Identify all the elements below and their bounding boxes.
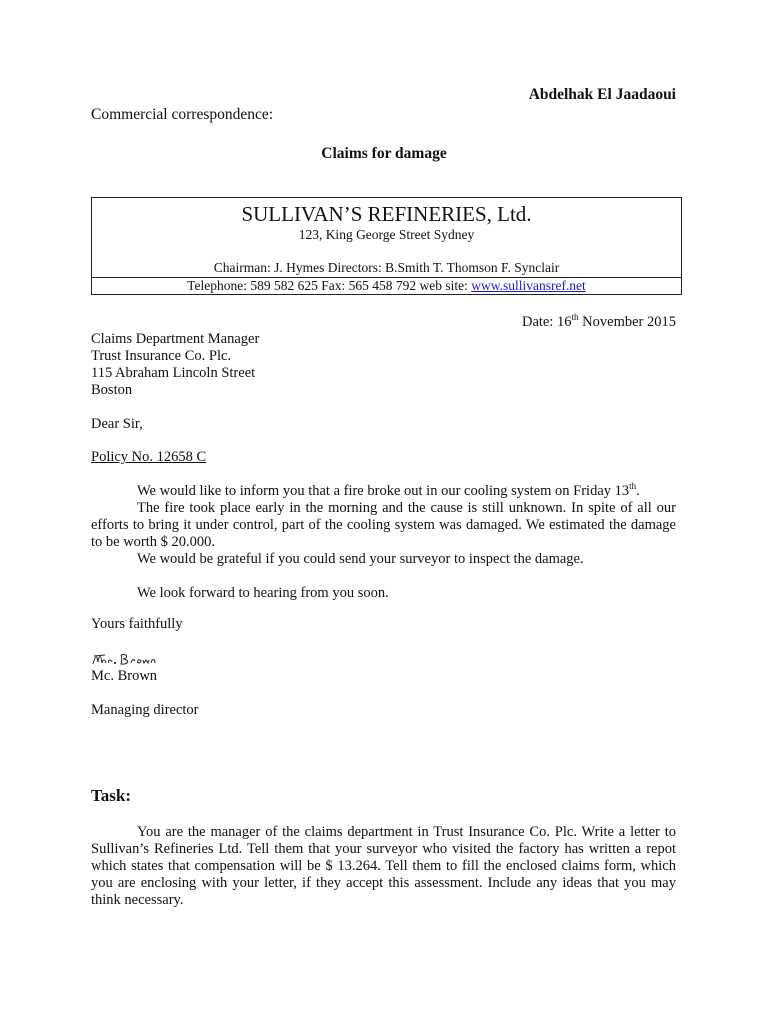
paragraph: We look forward to hearing from you soon.: [137, 585, 389, 601]
paragraph-end: .: [636, 483, 640, 499]
date-text: Date: 16: [522, 314, 572, 330]
recipient-line: Trust Insurance Co. Plc.: [91, 348, 232, 364]
handwritten-signature: [91, 650, 161, 668]
policy-reference: Policy No. 12658 C: [91, 449, 207, 465]
author-name: Abdelhak El Jaadaoui: [528, 86, 676, 103]
letterhead-box: [91, 197, 682, 295]
task-text: [91, 824, 676, 909]
recipient-line: Claims Department Manager: [91, 331, 260, 347]
closing: Yours faithfully: [91, 616, 183, 632]
section-title: Commercial correspondence:: [91, 106, 274, 123]
letter-body: [91, 483, 676, 602]
date-month-year: November 2015: [578, 314, 676, 330]
ordinal-suffix: th: [629, 481, 637, 492]
salutation: Dear Sir,: [91, 416, 143, 432]
letter-date: [522, 314, 676, 331]
paragraph: We would be grateful if you could send your surveyor to inspect the damage.: [137, 551, 584, 567]
task-paragraph: You are the manager of the claims department in Trust Insurance Co. Plc. Write a letter to Sullivan’s Refineries Ltd. Tell them that your surveyor who visited the factory has written a repot which states that compensation will be $ 13.264. Tell them to fill the enclosed claims form, which you are enclosing with your letter, if they accept this assessment. Include any ideas that you may think necessary.: [91, 824, 676, 908]
paragraph: The fire took place early in the morning and the cause is still unknown. In spite of all our efforts to bring it under control, part of the cooling system was damaged. We estimated the damage to be worth $ 20.000.: [91, 500, 676, 550]
company-address: 123, King George Street Sydney: [298, 227, 475, 242]
website-link[interactable]: www.sullivansref.net: [471, 278, 586, 293]
paragraph-text: We would like to inform you that a fire broke out in our cooling system on Friday 13: [137, 483, 630, 499]
company-name: SULLIVAN’S REFINERIES, Ltd.: [241, 202, 532, 226]
contact-details: Telephone: 589 582 625 Fax: 565 458 792 web site:: [187, 278, 472, 293]
company-contact: [92, 278, 681, 294]
company-officers: Chairman: J. Hymes Directors: B.Smith T. Thomson F. Synclair: [213, 260, 560, 275]
signatory-name: Mc. Brown: [91, 668, 158, 684]
paragraph: [91, 483, 676, 500]
date-ordinal: th: [571, 312, 579, 323]
recipient-line: Boston: [91, 382, 133, 398]
task-heading: Task:: [91, 786, 132, 805]
signatory-title: Managing director: [91, 702, 199, 718]
topic-title: Claims for damage: [321, 145, 447, 162]
recipient-line: 115 Abraham Lincoln Street: [91, 365, 256, 381]
